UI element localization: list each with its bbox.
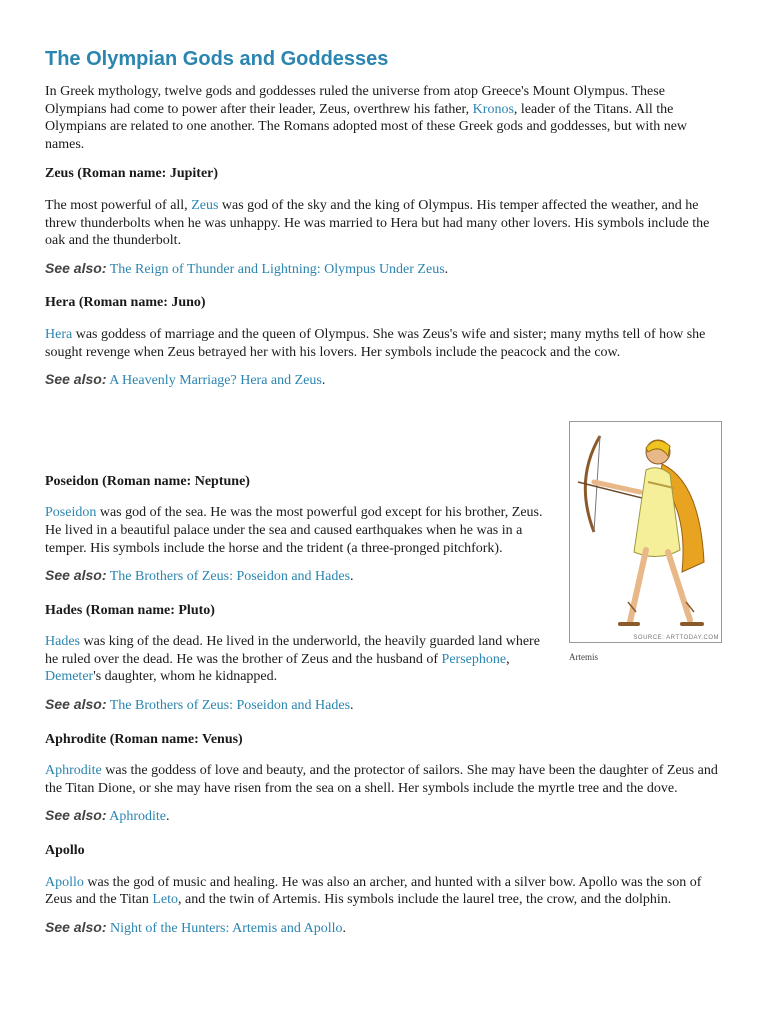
see-also-poseidon: See also: The Brothers of Zeus: Poseidon and Hades.	[45, 567, 354, 585]
see-also-label: See also:	[45, 696, 107, 713]
see-also-zeus: See also: The Reign of Thunder and Lightning: Olympus Under Zeus.	[45, 259, 449, 277]
heading-zeus: Zeus (Roman name: Jupiter)	[45, 166, 219, 182]
page-title: The Olympian Gods and Goddesses	[45, 48, 389, 70]
image-source-credit: SOURCE: ARTTODAY.COM	[633, 635, 719, 641]
artemis-image[interactable]	[569, 421, 722, 643]
poseidon-text: was god of the sea. He was the most powerful god except for his brother, Zeus. He lived in a beautiful palace under the sea and caused earthquakes when he was in a temper. His symbols include the horse and the trident (a three-pronged pitchfork).	[45, 505, 543, 556]
paragraph-hades	[45, 633, 550, 686]
see-also-link-aphrodite[interactable]: Aphrodite	[109, 809, 166, 825]
left-leg	[630, 550, 646, 622]
paragraph-aphrodite	[45, 762, 721, 797]
heading-poseidon: Poseidon (Roman name: Neptune)	[45, 473, 250, 489]
heading-apollo: Apollo	[45, 843, 85, 859]
link-apollo[interactable]: Apollo	[45, 874, 84, 890]
hades-text-end: 's daughter, whom he kidnapped.	[93, 669, 278, 685]
artemis-figure	[569, 421, 722, 662]
link-zeus[interactable]: Zeus	[191, 197, 219, 213]
hades-text-sep: ,	[506, 651, 510, 667]
see-also-link-poseidon[interactable]: The Brothers of Zeus: Poseidon and Hades	[109, 569, 351, 585]
link-aphrodite[interactable]: Aphrodite	[45, 763, 102, 779]
narrow-column	[45, 473, 550, 715]
artemis-illustration	[570, 422, 721, 642]
link-hades[interactable]: Hades	[45, 634, 80, 650]
apollo-text: was the god of music and healing. He was also an archer, and hunted with a silver bow. Apollo was the son of Zeus and the Titan	[45, 874, 702, 908]
link-poseidon[interactable]: Poseidon	[45, 505, 97, 521]
link-leto[interactable]: Leto	[152, 892, 178, 908]
aphrodite-text: was the goddess of love and beauty, and the protector of sailors. She may have been the daughter of Zeus and the Titan Dione, or she may have risen from the sea on a shell. Her symbols include the myrtle tree and the dove.	[45, 763, 718, 796]
see-also-label: See also:	[45, 567, 107, 584]
see-also-label: See also:	[45, 807, 107, 824]
paragraph-hera	[45, 326, 721, 361]
see-also-link-apollo[interactable]: Night of the Hunters: Artemis and Apollo	[109, 920, 343, 936]
link-hera[interactable]: Hera	[45, 326, 73, 342]
figure-caption: Artemis	[569, 652, 598, 662]
zeus-text-pre: The most powerful of all,	[45, 197, 192, 213]
intro-paragraph	[45, 83, 721, 153]
zeus-text: was god of the sky and the king of Olympus. His temper affected the weather, and he threw thunderbolts when he was unhappy. He was married to Hera but had many other lovers. His symbols include the oak and the thunderbolt.	[45, 197, 710, 249]
see-also-link-hera[interactable]: A Heavenly Marriage? Hera and Zeus	[109, 373, 322, 389]
heading-aphrodite: Aphrodite (Roman name: Venus)	[45, 731, 243, 747]
see-also-link-hades[interactable]: The Brothers of Zeus: Poseidon and Hades	[109, 698, 351, 714]
link-demeter[interactable]: Demeter	[45, 669, 94, 685]
link-kronos[interactable]: Kronos	[472, 101, 514, 117]
see-also-hades: See also: The Brothers of Zeus: Poseidon and Hades.	[45, 696, 354, 714]
intro-text: In Greek mythology, twelve gods and goddesses ruled the universe from atop Greece's Mount Olympus. These Olympians had come to power after their leader, Zeus, overthrew his father,	[45, 84, 665, 117]
heading-hades: Hades (Roman name: Pluto)	[45, 602, 215, 618]
paragraph-zeus	[45, 197, 721, 250]
paragraph-apollo	[45, 874, 721, 909]
intro-text-end: , leader of the Titans. All the Olympians are related to one another. The Romans adopted most of these Greek gods and goddesses, but with new names.	[45, 101, 688, 152]
link-persephone[interactable]: Persephone	[441, 651, 507, 667]
paragraph-poseidon	[45, 504, 550, 557]
see-also-aphrodite: See also: Aphrodite.	[45, 807, 170, 825]
heading-hera: Hera (Roman name: Juno)	[45, 295, 206, 311]
see-also-label: See also:	[45, 918, 107, 935]
see-also-label: See also:	[45, 259, 107, 276]
apollo-text-end: , and the twin of Artemis. His symbols include the laurel tree, the crow, and the dolphin.	[178, 892, 672, 908]
hera-text: was goddess of marriage and the queen of Olympus. She was Zeus's wife and sister; many myths tell of how she sought revenge when Zeus betrayed her with his lovers. Her symbols include the peacock and the cow.	[45, 326, 706, 360]
hades-text: was king of the dead. He lived in the underworld, the heavily guarded land where he ruled over the dead. He was the brother of Zeus and the husband of	[45, 634, 540, 667]
see-also-link-zeus[interactable]: The Reign of Thunder and Lightning: Olympus Under Zeus	[109, 261, 445, 277]
see-also-label: See also:	[45, 371, 107, 388]
see-also-hera: See also: A Heavenly Marriage? Hera and Zeus.	[45, 371, 326, 389]
see-also-apollo: See also: Night of the Hunters: Artemis and Apollo.	[45, 918, 347, 936]
